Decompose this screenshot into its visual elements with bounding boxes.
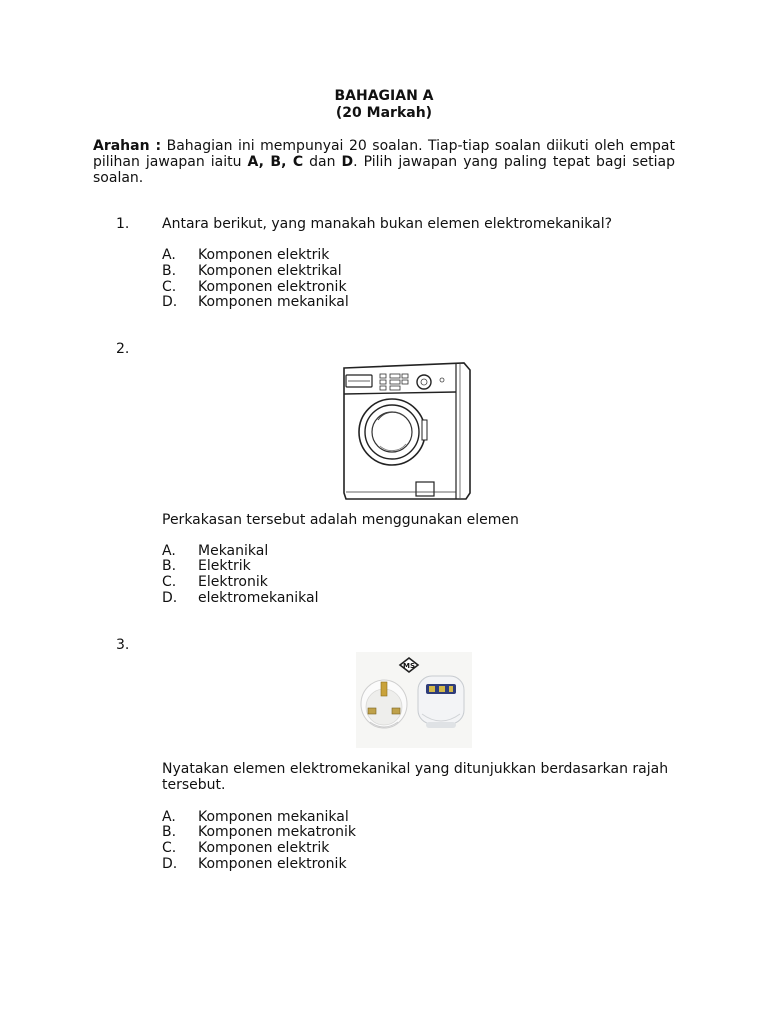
option-text: Komponen elektronik — [198, 856, 347, 872]
instructions-text-and: dan — [309, 154, 336, 170]
option-letter: A. — [162, 809, 176, 825]
option-text: Komponen elektronik — [198, 279, 347, 295]
question-text: Perkakasan tersebut adalah menggunakan elemen — [162, 512, 519, 528]
option-text: Komponen mekanikal — [198, 294, 349, 310]
plug-icon — [356, 652, 472, 748]
instructions-bold-abc: A, B, C — [247, 154, 304, 170]
option-text: Elektrik — [198, 558, 251, 574]
option-letter: B. — [162, 824, 177, 840]
instructions-bold-d: D — [341, 154, 354, 170]
option-letter: D. — [162, 590, 178, 606]
option-letter: D. — [162, 856, 178, 872]
option-text: elektromekanikal — [198, 590, 319, 606]
washing-machine-icon — [334, 358, 474, 503]
option-text: Komponen mekanikal — [198, 809, 349, 825]
plug-image — [356, 652, 472, 748]
ms-badge-text: MS — [402, 662, 416, 670]
option-text: Mekanikal — [198, 543, 269, 559]
option-text: Komponen elektrik — [198, 840, 330, 856]
option-text: Elektronik — [198, 574, 268, 590]
option-letter: D. — [162, 294, 178, 310]
instructions-text-1: Bahagian ini mempunyai 20 soalan. Tiap-tiap soalan diikuti oleh empat pilihan jawapan iaitu — [93, 138, 675, 170]
option-text: Komponen elektrikal — [198, 263, 342, 279]
question-text: Antara berikut, yang manakah bukan elemen elektromekanikal? — [162, 216, 613, 232]
option-text: Komponen elektrik — [198, 247, 330, 263]
section-title: BAHAGIAN A — [334, 88, 434, 104]
question-text — [162, 761, 682, 793]
option-letter: C. — [162, 279, 177, 295]
option-letter: C. — [162, 840, 177, 856]
question-number: 3. — [116, 637, 130, 653]
option-letter: C. — [162, 574, 177, 590]
option-text: Komponen mekatronik — [198, 824, 357, 840]
question-number: 2. — [116, 341, 130, 357]
option-letter: A. — [162, 543, 176, 559]
option-letter: B. — [162, 263, 177, 279]
question-number: 1. — [116, 216, 130, 232]
instructions — [93, 138, 675, 186]
marks-label: (20 Markah) — [335, 105, 433, 121]
question-text-content: Nyatakan elemen elektromekanikal yang ditunjukkan berdasarkan rajah tersebut. — [162, 761, 669, 793]
instructions-label: Arahan : — [93, 138, 162, 154]
washing-machine-image — [334, 358, 474, 503]
option-letter: A. — [162, 247, 176, 263]
option-letter: B. — [162, 558, 177, 574]
instructions-text-2: . Pilih jawapan yang paling tepat bagi setiap soalan. — [93, 154, 675, 186]
